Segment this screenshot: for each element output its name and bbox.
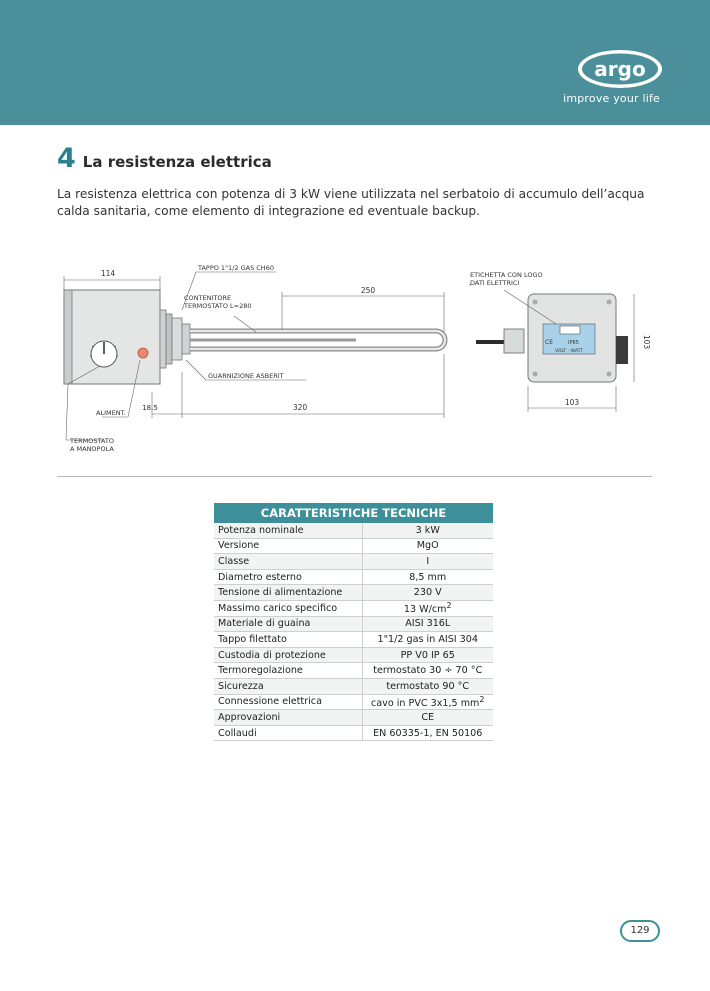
intro-paragraph: La resistenza elettrica con potenza di 3 kW viene utilizzata nel serbatoio di accumulo dell’acqua calda sanitaria, come elemento di integrazione ed eventuale backup.: [57, 187, 645, 218]
spec-label: Diametro esterno: [214, 569, 362, 585]
dim-103-height: 103: [642, 334, 651, 350]
spec-value: [362, 569, 493, 585]
spec-label: Sicurezza: [214, 678, 362, 694]
spec-table-heading: CARATTERISTICHE TECNICHE: [214, 503, 493, 523]
table-row: [214, 678, 493, 694]
spec-value: [362, 663, 493, 679]
section-divider: [57, 476, 652, 477]
table-row: [214, 710, 493, 726]
spec-value-text: termostato 90 °C: [386, 680, 470, 692]
technical-drawing: [56, 262, 652, 457]
spec-label: Connessione elettrica: [214, 694, 362, 710]
label-ce: CE: [545, 339, 553, 346]
label-guarnizione: GUARNIZIONE ASBERIT: [208, 372, 284, 380]
spec-value: [362, 632, 493, 648]
label-termostato: TERMOSTATO: [70, 437, 114, 445]
power-light: [138, 348, 148, 358]
spec-value-text: CE: [421, 711, 435, 723]
argo-logo: [576, 48, 664, 90]
spec-value-text: EN 60335-1, EN 50106: [373, 727, 483, 739]
table-row: [214, 538, 493, 554]
label-volt: VOLT - WATT: [554, 349, 584, 354]
table-row: [214, 569, 493, 585]
page-number: 129: [620, 920, 660, 942]
spec-value: [362, 523, 493, 538]
section-heading: [57, 143, 272, 174]
spec-label: Tensione di alimentazione: [214, 585, 362, 601]
spec-label: Custodia di protezione: [214, 647, 362, 663]
table-row: [214, 523, 493, 538]
spec-value: [362, 647, 493, 663]
thermostat-knob: [90, 341, 118, 367]
spec-value: [362, 678, 493, 694]
spec-value-text: AISI 316L: [405, 618, 451, 630]
spec-value-text: 1"1/2 gas in AISI 304: [377, 633, 478, 645]
spec-value-text: PP V0 IP 65: [400, 649, 455, 661]
spec-value-text: termostato 30 ÷ 70 °C: [373, 665, 483, 677]
tagline: improve your life: [563, 92, 660, 105]
dim-320: 320: [292, 403, 308, 412]
spec-table: [214, 503, 493, 741]
header-band: [0, 0, 710, 125]
spec-label: Materiale di guaina: [214, 616, 362, 632]
spec-value: [362, 725, 493, 741]
table-row: [214, 725, 493, 741]
spec-value-text: 230 V: [413, 587, 442, 599]
spec-value-superscript: 2: [446, 601, 452, 611]
spec-label: Tappo filettato: [214, 632, 362, 648]
table-row: [214, 632, 493, 648]
spec-table-body: [214, 523, 493, 741]
label-etichetta: ETICHETTA CON LOGO: [470, 271, 543, 279]
label-ip: IP65: [568, 340, 579, 346]
spec-label: Classe: [214, 554, 362, 570]
table-row: [214, 694, 493, 710]
spec-value-text: 13 W/cm: [403, 604, 447, 616]
logo-text: argo: [594, 57, 646, 81]
spec-value-text: MgO: [416, 540, 439, 552]
dim-250: 250: [360, 286, 376, 295]
table-row: [214, 600, 493, 616]
dim-114: 114: [100, 269, 116, 278]
spec-value: [362, 538, 493, 554]
spec-value-superscript: 2: [479, 694, 485, 704]
spec-value-text: cavo in PVC 3x1,5 mm: [370, 697, 480, 709]
label-manopola: A MANOPOLA: [70, 445, 114, 453]
dim-103-width: 103: [564, 398, 580, 407]
spec-label: Termoregolazione: [214, 663, 362, 679]
label-contenitore: CONTENITORE: [184, 294, 232, 302]
spec-value-text: 8,5 mm: [409, 571, 447, 583]
label-tappo: TAPPO 1"1/2 GAS CH60: [198, 264, 274, 272]
spec-value: [362, 554, 493, 570]
spec-value: [362, 616, 493, 632]
spec-value: [362, 710, 493, 726]
spec-label: Potenza nominale: [214, 523, 362, 538]
table-row: [214, 647, 493, 663]
spec-label: Approvazioni: [214, 710, 362, 726]
spec-value-text: 3 kW: [415, 524, 440, 536]
section-number: 4: [57, 143, 76, 174]
spec-value-text: I: [426, 555, 430, 567]
label-aliment: ALIMENT.: [96, 409, 126, 417]
label-dati: DATI ELETTRICI: [470, 279, 520, 287]
dim-18-5: 18.5: [142, 404, 158, 412]
spec-value: [362, 694, 493, 710]
table-row: [214, 663, 493, 679]
table-row: [214, 585, 493, 601]
label-termostato-l: TERMOSTATO L=280: [184, 302, 252, 310]
table-row: [214, 616, 493, 632]
section-title: La resistenza elettrica: [82, 153, 272, 171]
table-row: [214, 554, 493, 570]
spec-value: [362, 600, 493, 616]
spec-label: Versione: [214, 538, 362, 554]
spec-label: Massimo carico specifico: [214, 600, 362, 616]
spec-value: [362, 585, 493, 601]
spec-label: Collaudi: [214, 725, 362, 741]
